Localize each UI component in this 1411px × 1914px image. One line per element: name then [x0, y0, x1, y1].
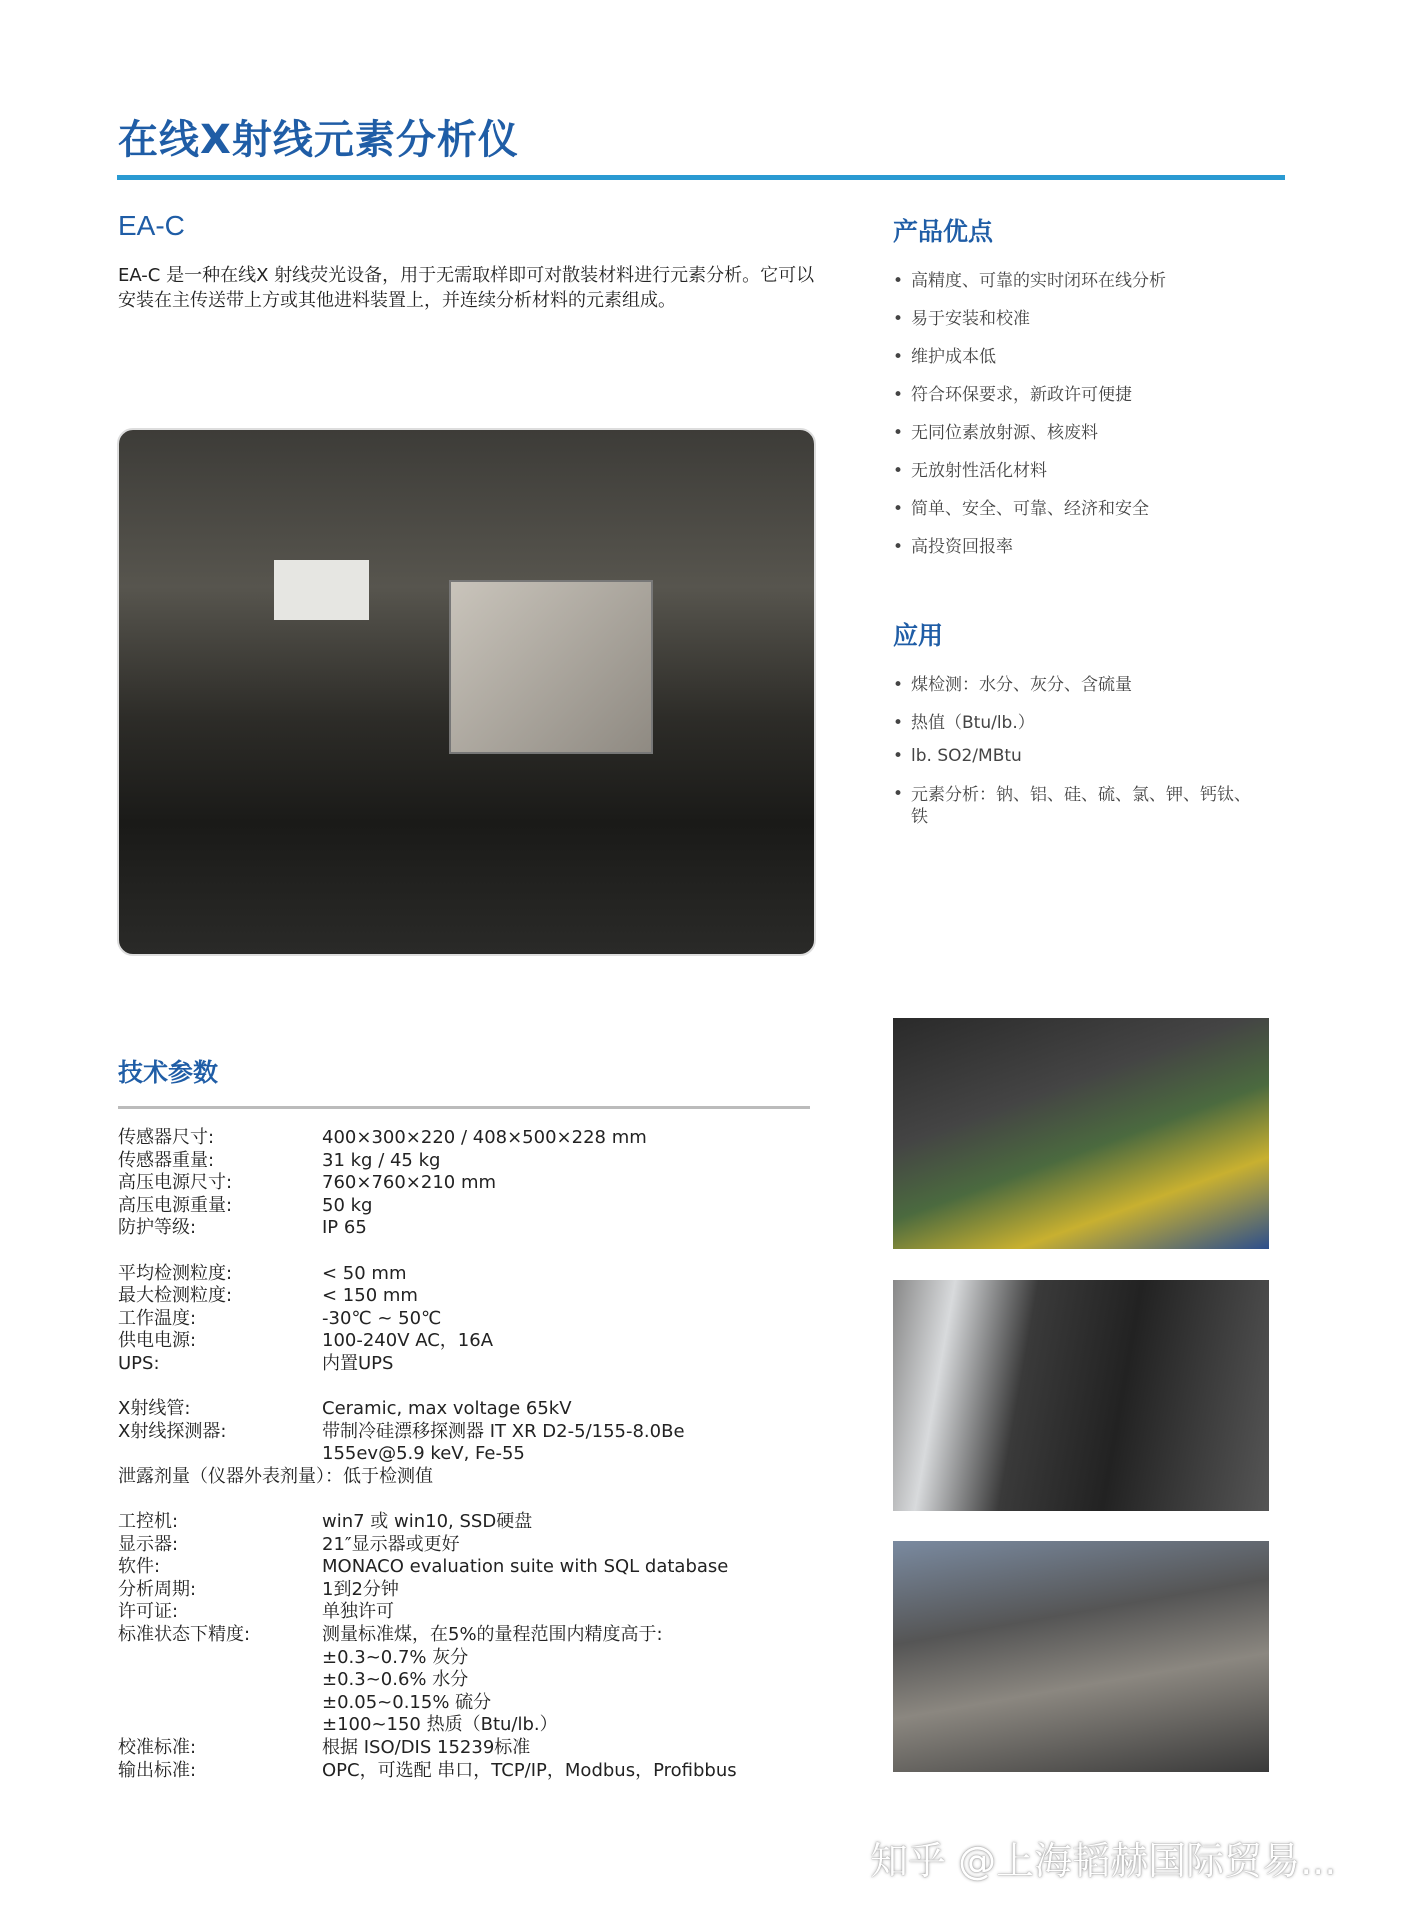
leakage-row: 泄露剂量（仪器外表剂量）：低于检测值 — [118, 1465, 433, 1487]
spec-label — [118, 1692, 322, 1715]
list-item: • 维护成本低 — [893, 347, 996, 367]
spec-value: MONACO evaluation suite with SQL database — [322, 1556, 729, 1578]
spec-label — [118, 1647, 322, 1670]
spec-value: ±0.05~0.15% 硫分 — [322, 1691, 492, 1713]
list-item: • 热值（Btu/lb.） — [893, 713, 1035, 733]
spec-label: 传感器重量: — [118, 1149, 215, 1171]
photo-analyzer-box — [449, 580, 653, 754]
spec-row — [118, 1556, 737, 1579]
photo-window — [274, 560, 369, 620]
list-item: • 高投资回报率 — [893, 537, 1013, 557]
spec-label: 分析周期: — [118, 1578, 197, 1600]
title-divider — [117, 175, 1285, 180]
spec-label: 平均检测粒度: — [118, 1262, 233, 1284]
spec-label: X射线管: — [118, 1398, 191, 1420]
spec-row — [118, 1330, 737, 1353]
spec-label: X射线探测器: — [118, 1420, 227, 1442]
product-description: EA-C 是一种在线X 射线荧光设备，用于无需取样即可对散装材料进行元素分析。它可以安装在主传送带上方或其他进料装置上，并连续分析材料的元素组成。 — [118, 265, 815, 311]
spec-label: 软件: — [118, 1556, 161, 1578]
list-item: • 无同位素放射源、核废料 — [893, 423, 1098, 443]
spec-row — [118, 1737, 737, 1760]
list-item: • 符合环保要求，新政许可便捷 — [893, 385, 1132, 405]
spec-value: 带制冷硅漂移探测器 IT XR D2-5/155-8.0Be — [322, 1420, 685, 1442]
spec-row — [118, 1624, 737, 1647]
specs-heading: 技术参数 — [118, 1058, 219, 1087]
spec-value: 1到2分钟 — [322, 1578, 399, 1600]
spec-label — [118, 1669, 322, 1692]
spec-row — [118, 1714, 737, 1737]
spec-row — [118, 1421, 737, 1444]
spec-row — [118, 1353, 737, 1376]
spec-value: OPC，可选配 串口，TCP/IP，Modbus，Profibbus — [322, 1759, 737, 1781]
list-item: • 煤检测：水分、灰分、含硫量 — [893, 675, 1132, 695]
spec-value: < 150 mm — [322, 1285, 418, 1307]
spec-label: 防护等级: — [118, 1217, 197, 1239]
spec-value: Ceramic, max voltage 65kV — [322, 1398, 572, 1420]
spec-value: 内置UPS — [322, 1352, 394, 1374]
spec-row — [118, 1579, 737, 1602]
spacer — [118, 1489, 737, 1512]
spec-label — [118, 1714, 322, 1737]
list-item: • 简单、安全、可靠、经济和安全 — [893, 499, 1149, 519]
conveyor-photo — [893, 1018, 1269, 1249]
spec-row — [118, 1647, 737, 1670]
spec-row — [118, 1263, 737, 1286]
list-item: • 无放射性活化材料 — [893, 461, 1047, 481]
spec-value: 21″显示器或更好 — [322, 1533, 460, 1555]
spec-row — [118, 1692, 737, 1715]
spec-row — [118, 1601, 737, 1624]
spec-row — [118, 1534, 737, 1557]
spec-row — [118, 1511, 737, 1534]
spec-label: 标准状态下精度: — [118, 1624, 251, 1646]
spec-row — [118, 1285, 737, 1308]
spec-label: 最大检测粒度: — [118, 1285, 233, 1307]
installation-photo — [893, 1280, 1269, 1511]
spec-row — [118, 1398, 737, 1421]
spec-value: 400×300×220 / 408×500×228 mm — [322, 1127, 647, 1148]
list-item: • lb. SO2/MBtu — [893, 746, 1022, 766]
spec-label: 高压电源重量: — [118, 1194, 233, 1216]
spec-row — [118, 1217, 737, 1240]
applications-list — [893, 670, 1273, 828]
advantages-list — [893, 266, 1166, 570]
spec-label: 供电电源: — [118, 1330, 197, 1352]
spec-value: -30℃ ~ 50℃ — [322, 1307, 442, 1329]
spec-label: 输出标准: — [118, 1759, 197, 1781]
spec-label: 高压电源尺寸: — [118, 1172, 233, 1194]
spec-value: win7 或 win10, SSD硬盘 — [322, 1511, 533, 1533]
spec-row — [118, 1443, 737, 1466]
spec-value: 155ev@5.9 keV, Fe-55 — [322, 1443, 525, 1465]
spec-value: ±0.3~0.6% 水分 — [322, 1669, 469, 1691]
main-product-photo — [117, 428, 816, 956]
specs-divider — [118, 1106, 810, 1109]
spec-row — [118, 1195, 737, 1218]
spec-value: 100-240V AC，16A — [322, 1330, 494, 1352]
spec-label: 校准标准: — [118, 1737, 197, 1759]
applications-heading: 应用 — [893, 621, 944, 650]
advantages-heading: 产品优点 — [893, 217, 994, 246]
spec-value: 单独许可 — [322, 1601, 394, 1623]
list-item: • 元素分析：钠、铝、硅、硫、氯、钾、钙钛、铁 — [893, 784, 1251, 827]
spec-row — [118, 1127, 737, 1150]
spec-label: 显示器: — [118, 1533, 179, 1555]
spec-row — [118, 1669, 737, 1692]
watermark: 知乎 @上海韬赫国际贸易... — [870, 1839, 1337, 1883]
spec-value: 测量标准煤，在5%的量程范围内精度高于: — [322, 1624, 663, 1646]
spec-value: < 50 mm — [322, 1262, 407, 1284]
spec-row — [118, 1308, 737, 1331]
spec-value: 根据 ISO/DIS 15239标准 — [322, 1737, 531, 1759]
model-name: EA-C — [118, 210, 185, 241]
spec-value: 50 kg — [322, 1194, 373, 1216]
spec-value: 760×760×210 mm — [322, 1172, 497, 1194]
list-item: • 易于安装和校准 — [893, 309, 1030, 329]
spec-row — [118, 1150, 737, 1173]
spec-label: 传感器尺寸: — [118, 1127, 215, 1148]
list-item: • 高精度、可靠的实时闭环在线分析 — [893, 271, 1166, 291]
specs-table — [118, 1127, 737, 1782]
spec-label: 许可证: — [118, 1601, 179, 1623]
spec-label: UPS: — [118, 1352, 160, 1374]
spec-value: ±0.3~0.7% 灰分 — [322, 1646, 469, 1668]
spec-row — [118, 1172, 737, 1195]
page-title: 在线X射线元素分析仪 — [118, 117, 519, 163]
spec-label — [118, 1443, 322, 1466]
spec-value: ±100~150 热质（Btu/lb.） — [322, 1714, 558, 1736]
spec-value: IP 65 — [322, 1217, 367, 1239]
spec-value: 31 kg / 45 kg — [322, 1149, 441, 1171]
spacer — [118, 1240, 737, 1263]
spacer — [118, 1376, 737, 1399]
spec-label: 工控机: — [118, 1511, 179, 1533]
sensor-photo — [893, 1541, 1269, 1772]
spec-row — [118, 1760, 737, 1783]
spec-label: 工作温度: — [118, 1307, 197, 1329]
